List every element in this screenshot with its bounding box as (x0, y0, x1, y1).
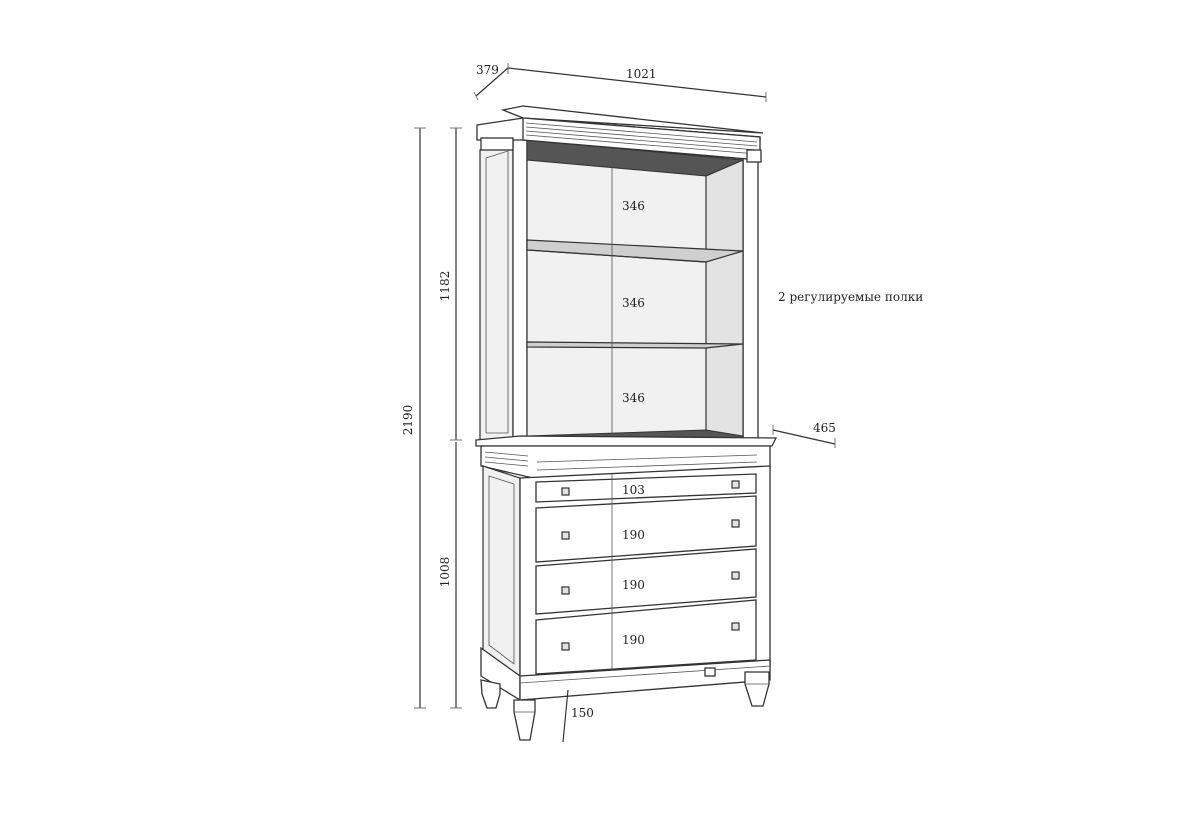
drawer-1-label: 103 (622, 483, 645, 497)
handle-icon (732, 572, 739, 579)
shelf-gap-3-label: 346 (622, 391, 645, 405)
leg-front-left (514, 700, 535, 740)
leg-height-line (563, 690, 568, 742)
upper-inner-side (706, 160, 743, 443)
shelf-gap-2-label: 346 (622, 296, 645, 310)
width-label: 1021 (626, 67, 657, 81)
drawer-2-label: 190 (622, 528, 645, 542)
lower-height-label: 1008 (438, 556, 452, 588)
depth-top-label: 379 (476, 63, 499, 77)
handle-icon (562, 488, 569, 495)
lower-depth-label: 465 (813, 421, 836, 435)
cornice-right-block (747, 150, 761, 162)
upper-bookcase (477, 106, 763, 443)
upper-height-label: 1182 (438, 270, 452, 302)
handle-icon (562, 643, 569, 650)
handle-icon (732, 481, 739, 488)
shelf-gap-1-label: 346 (622, 199, 645, 213)
cornice-left-block (481, 138, 513, 150)
chest-top-plate (476, 436, 776, 446)
leg-height-label: 150 (571, 706, 594, 720)
upper-left-stile (513, 138, 527, 443)
upper-right-stile (743, 150, 758, 443)
adjustable-shelves-note: 2 регулируемые полки (778, 290, 924, 304)
handle-icon (562, 587, 569, 594)
back-foot (705, 668, 715, 676)
leg-front-right (745, 672, 769, 706)
chest-side-panel (483, 466, 520, 676)
total-height-label: 2190 (401, 404, 415, 436)
leg-back-left (481, 680, 500, 708)
handle-icon (732, 623, 739, 630)
drawer-4-label: 190 (622, 633, 645, 647)
drawer-3-label: 190 (622, 578, 645, 592)
handle-icon (732, 520, 739, 527)
handle-icon (562, 532, 569, 539)
